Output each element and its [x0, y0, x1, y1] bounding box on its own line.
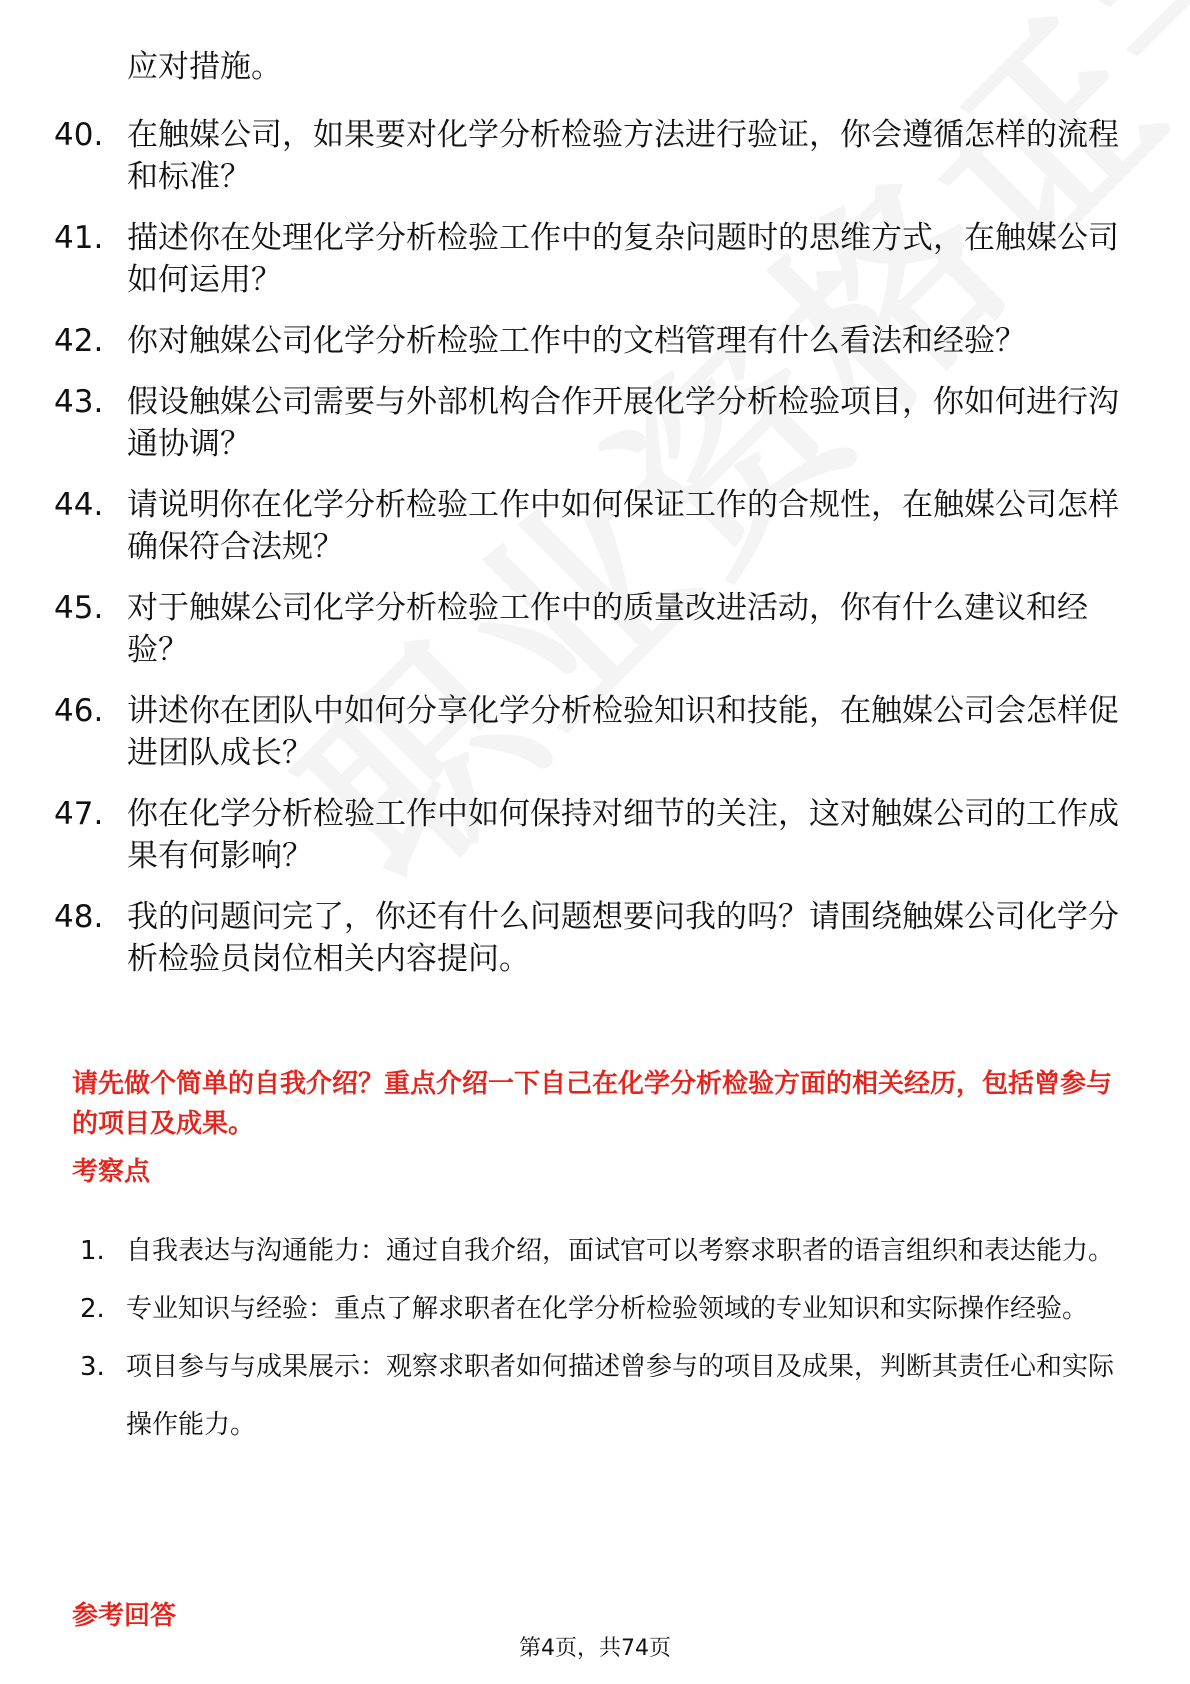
page-footer: 第4页，共74页	[519, 1636, 671, 1661]
question-number: 42.	[54, 323, 104, 359]
question-list	[54, 114, 1134, 999]
section-title-points: 考察点	[72, 1157, 151, 1187]
points-list	[80, 1222, 1120, 1454]
list-item	[54, 896, 1134, 980]
list-item	[80, 1222, 1120, 1280]
list-item	[54, 690, 1134, 774]
question-text: 在触媒公司，如果要对化学分析检验方法进行验证，你会遵循怎样的流程和标准？	[127, 117, 1119, 195]
question-text: 讲述你在团队中如何分享化学分析检验知识和技能，在触媒公司会怎样促进团队成长？	[127, 693, 1119, 771]
list-item	[54, 484, 1134, 568]
point-number: 3.	[80, 1352, 105, 1382]
list-item	[80, 1338, 1120, 1454]
question-number: 40.	[54, 117, 104, 153]
question-text: 请说明你在化学分析检验工作中如何保证工作的合规性，在触媒公司怎样确保符合法规？	[127, 487, 1119, 565]
question-text: 假设触媒公司需要与外部机构合作开展化学分析检验项目，你如何进行沟通协调？	[127, 384, 1119, 462]
question-number: 45.	[54, 590, 104, 626]
list-item	[80, 1280, 1120, 1338]
question-text: 你在化学分析检验工作中如何保持对细节的关注，这对触媒公司的工作成果有何影响？	[127, 796, 1119, 874]
list-item	[54, 114, 1134, 198]
point-text: 专业知识与经验：重点了解求职者在化学分析检验领域的专业知识和实际操作经验。	[126, 1294, 1089, 1324]
highlight-question: 请先做个简单的自我介绍？重点介绍一下自己在化学分析检验方面的相关经历，包括曾参与的项目及成果。	[72, 1069, 1113, 1139]
section-title-answer: 参考回答	[72, 1601, 177, 1631]
question-number: 43.	[54, 384, 104, 420]
point-text: 项目参与与成果展示：观察求职者如何描述曾参与的项目及成果，判断其责任心和实际操作能力。	[126, 1352, 1115, 1440]
point-number: 2.	[80, 1294, 105, 1324]
question-number: 47.	[54, 796, 104, 832]
point-number: 1.	[80, 1236, 105, 1266]
question-number: 41.	[54, 220, 104, 256]
question-text: 描述你在处理化学分析检验工作中的复杂问题时的思维方式，在触媒公司如何运用？	[127, 220, 1119, 298]
question-text: 对于触媒公司化学分析检验工作中的质量改进活动，你有什么建议和经验？	[127, 590, 1088, 668]
list-item	[54, 587, 1134, 671]
list-item	[54, 381, 1134, 465]
continuation-text: 应对措施。	[127, 49, 282, 85]
question-number: 44.	[54, 487, 104, 523]
question-text: 我的问题问完了，你还有什么问题想要问我的吗？请围绕触媒公司化学分析检验员岗位相关内容提问。	[127, 899, 1119, 977]
list-item	[54, 793, 1134, 877]
question-number: 48.	[54, 899, 104, 935]
point-text: 自我表达与沟通能力：通过自我介绍，面试官可以考察求职者的语言组织和表达能力。	[126, 1236, 1115, 1266]
question-text: 你对触媒公司化学分析检验工作中的文档管理有什么看法和经验？	[127, 323, 1026, 359]
list-item	[54, 320, 1134, 362]
question-number: 46.	[54, 693, 104, 729]
list-item	[54, 217, 1134, 301]
